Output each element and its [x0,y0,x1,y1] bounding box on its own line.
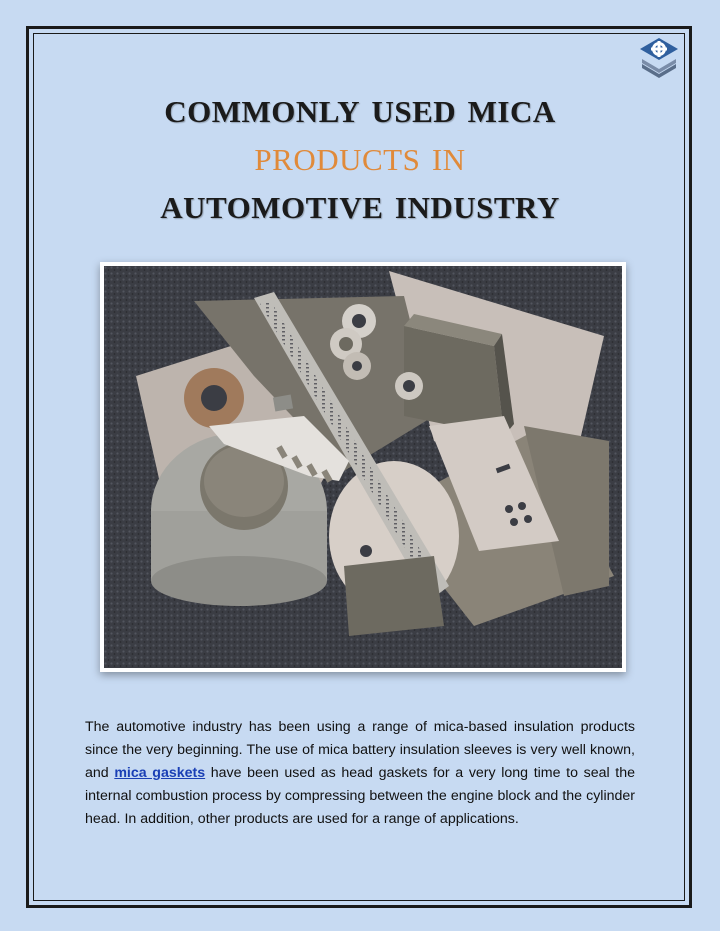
page-title [40,84,680,228]
body-text-part-2: have been used as head gaskets for a very long time to seal the internal combustion process by compressing between the engine block and the cylinder head. In addition, other products are used for a range of applications. [85,765,635,828]
mica-products-photo [104,266,622,668]
title-line-3: automotive industry [160,179,560,228]
body-text-part-1: The automotive industry has been using a range of mica-based insulation products since the very beginning. The use of mica battery insulation sleeves is very well known, and [85,719,635,782]
mica-gaskets-link[interactable]: mica gaskets [114,765,206,782]
company-logo-icon [636,36,682,78]
title-line-1: commonly used mica [164,83,556,132]
photo-frame [100,262,626,672]
title-line-2: products in [254,131,466,180]
body-paragraph [85,716,635,831]
